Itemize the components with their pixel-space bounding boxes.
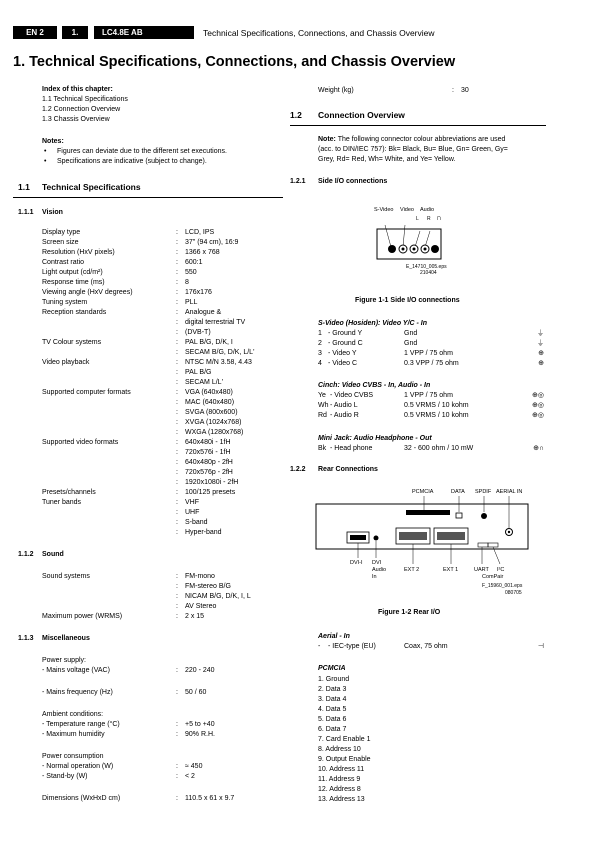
spec-value: SECAM B/G, D/K, L/L' [185, 349, 255, 356]
headphone-icon: ∩ [436, 213, 442, 222]
notes-item: Figures can deviate due to the different set executions. [57, 148, 227, 155]
pin-description: - Audio L [330, 402, 358, 409]
spec-label: - Stand-by (W) [42, 773, 88, 780]
pin-row [318, 444, 544, 454]
weight-value: 30 [461, 87, 469, 94]
spec-value: 220 - 240 [185, 667, 215, 674]
spec-colon: : [176, 369, 178, 376]
pin-type-icon: ⊕◎ [532, 392, 544, 399]
pin-signal: 0.3 VPP / 75 ohm [404, 360, 459, 367]
spec-row [42, 602, 282, 612]
spec-row [42, 428, 282, 438]
spec-label: TV Colour systems [42, 339, 102, 346]
spec-colon: : [176, 509, 178, 516]
spec-value: < 2 [185, 773, 195, 780]
subsection-number: 1.2.2 [290, 466, 306, 473]
spec-row [42, 408, 282, 418]
note-text: Grey, Rd= Red, Wh= White, and Ye= Yellow. [318, 156, 456, 163]
index-item: 1.2 Connection Overview [42, 106, 121, 113]
spec-colon: : [176, 459, 178, 466]
spec-value: NTSC M/N 3.58, 4.43 [185, 359, 252, 366]
section-number: 1.2 [290, 110, 302, 120]
spec-label: - Temperature range (°C) [42, 721, 120, 728]
spec-colon: : [176, 419, 178, 426]
spec-row [42, 478, 282, 488]
svideo-title: S-Video (Hosiden): Video Y/C - In [318, 320, 428, 327]
side-io-figure [372, 207, 472, 283]
spec-row [42, 388, 282, 398]
spec-value: 100/125 presets [185, 489, 236, 496]
spec-label: Supported video formats [42, 439, 119, 446]
spec-value: VGA (640x480) [185, 389, 233, 396]
minijack-title: Mini Jack: Audio Headphone - Out [318, 435, 432, 442]
spec-colon: : [176, 489, 178, 496]
pcmcia-pin: 12. Address 8 [318, 786, 361, 793]
section-rule [13, 197, 283, 198]
note-text: (acc. to DIN/IEC 757): Bk= Black, Bu= Blue, Gn= Green, Gy= [318, 146, 508, 153]
spec-colon: : [176, 399, 178, 406]
spec-label: Contrast ratio [42, 259, 85, 266]
spec-label: Power consumption [42, 753, 104, 760]
pin-signal: 0.5 VRMS / 10 kohm [404, 402, 469, 409]
pin-row [318, 359, 544, 369]
spec-label: - Normal operation (W) [42, 763, 114, 770]
spec-label: Tuning system [42, 299, 88, 306]
spec-row [42, 448, 282, 458]
spec-colon: : [176, 603, 178, 610]
pin-type-icon: ⊕◎ [532, 412, 544, 419]
spec-row [42, 508, 282, 518]
pin-number: 2 [318, 340, 322, 347]
spec-row [42, 378, 282, 388]
pin-type-icon: ⊕ [538, 360, 544, 367]
spec-row [42, 278, 282, 288]
index-item: 1.1 Technical Specifications [42, 96, 128, 103]
pin-row [318, 401, 544, 411]
spec-colon: : [176, 449, 178, 456]
pin-row [318, 349, 544, 359]
pin-number: Wh [318, 402, 329, 409]
spec-value: 640x480i - 1fH [185, 439, 231, 446]
spec-row [42, 752, 282, 762]
index-item: 1.3 Chassis Overview [42, 116, 110, 123]
connector-note [318, 135, 548, 165]
spec-row [42, 318, 282, 328]
pin-description: - Video C [328, 360, 358, 367]
audio-l-label: L [416, 216, 419, 222]
spec-row [42, 228, 282, 238]
spec-label: Power supply: [42, 657, 86, 664]
spec-label: Screen size [42, 239, 79, 246]
spec-row [42, 666, 282, 676]
spec-colon: : [176, 329, 178, 336]
chapter-title: 1. Technical Specifications, Connections, and Chassis Overview [13, 54, 456, 70]
spec-row [42, 710, 282, 720]
spec-row [42, 518, 282, 528]
audio-label: Audio [420, 207, 435, 213]
header-lang: EN 2 [13, 26, 57, 39]
spec-value: 2 x 15 [185, 613, 205, 620]
spec-colon: : [176, 583, 178, 590]
spec-row [42, 348, 282, 358]
spec-colon: : [176, 279, 178, 286]
pin-type-icon: ⏚ [537, 330, 544, 337]
spec-colon: : [176, 519, 178, 526]
pin-description: - Ground C [328, 340, 363, 347]
subsection-number: 1.1.1 [18, 209, 34, 216]
spec-row [42, 288, 282, 298]
pin-description: - Video CVBS [330, 392, 374, 399]
spec-colon: : [176, 319, 178, 326]
spec-value: PAL B/G, D/K, I [185, 339, 233, 346]
spec-colon: : [176, 359, 178, 366]
svideo-label: S-Video [374, 207, 394, 213]
pcmcia-label: PCMCIA [412, 489, 434, 495]
index-heading: Index of this chapter: [42, 86, 113, 93]
spec-row [42, 468, 282, 478]
aerial-row: - - IEC-type (EU) Coax, 75 ohm ⊣ [318, 643, 544, 650]
spec-colon: : [176, 429, 178, 436]
spec-row [42, 656, 282, 666]
pin-description: - Audio R [330, 412, 359, 419]
spec-label: Supported computer formats [42, 389, 131, 396]
spec-value: WXGA (1280x768) [185, 429, 244, 436]
spec-row [42, 368, 282, 378]
pin-signal: Gnd [404, 330, 418, 337]
rear-io-panel [310, 488, 546, 568]
subsection-title: Miscellaneous [42, 635, 90, 642]
spec-value: SECAM L/L' [185, 379, 223, 386]
spec-colon: : [176, 613, 178, 620]
pin-description: - Ground Y [328, 330, 363, 337]
subsection-number: 1.1.3 [18, 635, 34, 642]
spec-colon: : [176, 229, 178, 236]
figure-ref: E_14710_005.eps [406, 264, 447, 270]
spec-value: 720x576p - 2fH [185, 469, 233, 476]
spec-label: Tuner bands [42, 499, 82, 506]
aerial-connector-icon: ⊣ [537, 643, 544, 650]
spec-value: 720x576i - 1fH [185, 449, 231, 456]
spec-row [42, 720, 282, 730]
pcmcia-pin: 4. Data 5 [318, 706, 347, 713]
spec-colon: : [176, 721, 178, 728]
section-title: Connection Overview [318, 110, 405, 120]
spec-row [42, 772, 282, 782]
header-chapter-number: 1. [62, 26, 88, 39]
spec-value: 600:1 [185, 259, 203, 266]
pcmcia-pin: 6. Data 7 [318, 726, 347, 733]
spec-row [42, 688, 282, 698]
pcmcia-pin: 13. Address 13 [318, 796, 365, 803]
spec-label: Maximum power (WRMS) [42, 613, 123, 620]
subsection-title: Sound [42, 551, 64, 558]
spec-value: 8 [185, 279, 189, 286]
spec-value: 176x176 [185, 289, 212, 296]
spec-value: NICAM B/G, D/K, I, L [185, 593, 251, 600]
spec-label: - Maximum humidity [42, 731, 105, 738]
figure-ref-date: 210404 [420, 270, 437, 276]
spec-row [42, 528, 282, 538]
spec-value: 550 [185, 269, 197, 276]
spec-value: (DVB-T) [185, 329, 211, 336]
pin-signal: 0.5 VRMS / 10 kohm [404, 412, 469, 419]
spec-row [42, 398, 282, 408]
spec-label: Resolution (HxV pixels) [42, 249, 115, 256]
spec-colon: : [176, 239, 178, 246]
dvi-i-label: DVI-I [350, 560, 363, 566]
spec-colon: : [176, 763, 178, 770]
spec-value: 640x480p - 2fH [185, 459, 233, 466]
spec-row [42, 762, 282, 772]
spec-colon: : [176, 573, 178, 580]
spec-colon: : [176, 259, 178, 266]
aerial-in-label: AERIAL IN [496, 489, 523, 495]
spec-colon: : [176, 289, 178, 296]
pin-row [318, 391, 544, 401]
spec-row [42, 612, 282, 622]
spec-value: 90% R.H. [185, 731, 215, 738]
i2c-label: I²C [497, 567, 505, 573]
pin-number: Rd [318, 412, 327, 419]
spec-row [42, 582, 282, 592]
subsection-title: Vision [42, 209, 63, 216]
spec-value: LCD, IPS [185, 229, 215, 236]
spec-colon: : [176, 689, 178, 696]
pin-type-icon: ⏚ [537, 340, 544, 347]
pin-number: 3 [318, 350, 322, 357]
pcmcia-pin: 10. Address 11 [318, 766, 365, 773]
spec-colon: : [176, 249, 178, 256]
spec-row [42, 308, 282, 318]
pin-signal: 1 VPP / 75 ohm [404, 350, 453, 357]
spec-label: Viewing angle (HxV degrees) [42, 289, 133, 296]
spec-value: FM-stereo B/G [185, 583, 231, 590]
spec-label: Dimensions (WxHxD cm) [42, 795, 121, 802]
spec-label: Video playback [42, 359, 90, 366]
notes-item: Specifications are indicative (subject to change). [57, 158, 207, 165]
figure-caption: Figure 1-2 Rear I/O [378, 609, 441, 616]
rear-io-figure [310, 488, 546, 600]
spec-label: Display type [42, 229, 81, 236]
pin-row [318, 411, 544, 421]
spec-label: Ambient conditions: [42, 711, 104, 718]
pin-row [318, 329, 544, 339]
spec-row [42, 458, 282, 468]
pcmcia-pin: 11. Address 9 [318, 776, 361, 783]
spec-value: 110.5 x 61 x 9.7 [185, 795, 235, 802]
pin-number: Ye [318, 392, 326, 399]
data-label: DATA [451, 489, 465, 495]
notes-heading: Notes: [42, 138, 64, 145]
pcmcia-title: PCMCIA [318, 665, 346, 672]
spec-row [42, 238, 282, 248]
spec-colon: : [176, 529, 178, 536]
spec-colon: : [176, 773, 178, 780]
pin-description: - Video Y [328, 350, 357, 357]
spec-colon: : [176, 593, 178, 600]
spec-value: SVGA (800x600) [185, 409, 238, 416]
spec-value: PAL B/G [185, 369, 212, 376]
pin-type-icon: ⊕ [538, 350, 544, 357]
spec-value: 1920x1080i - 2fH [185, 479, 239, 486]
spec-row [42, 268, 282, 278]
spec-colon: : [176, 409, 178, 416]
aerial-title: Aerial - In [318, 633, 350, 640]
pin-type-icon: ⊕◎ [532, 402, 544, 409]
spec-colon: : [176, 499, 178, 506]
header-title: Technical Specifications, Connections, and Chassis Overview [203, 28, 435, 38]
figure-ref-date: 080705 [505, 590, 522, 596]
spec-value: MAC (640x480) [185, 399, 235, 406]
uart-label: UART [474, 567, 489, 573]
spec-colon: : [176, 479, 178, 486]
spec-colon: : [176, 269, 178, 276]
spec-colon: : [176, 309, 178, 316]
spec-colon: : [176, 469, 178, 476]
spec-row [42, 488, 282, 498]
pcmcia-pin: 3. Data 4 [318, 696, 347, 703]
pin-signal: 32 - 600 ohm / 10 mW [404, 445, 474, 452]
header-model: LC4.8E AB [94, 26, 194, 39]
spec-colon: : [176, 299, 178, 306]
subsection-number: 1.2.1 [290, 178, 306, 185]
spec-label: - Mains voltage (VAC) [42, 667, 110, 674]
spec-value: Analogue & [185, 309, 222, 316]
audio-r-label: R [427, 216, 431, 222]
weight-colon: : [452, 87, 454, 94]
figure-ref: F_15960_001.eps [482, 583, 523, 589]
pin-description: - Head phone [330, 445, 373, 452]
spec-row [42, 258, 282, 268]
spec-row [42, 794, 282, 804]
cinch-title: Cinch: Video CVBS - In, Audio - In [318, 382, 431, 389]
spec-row [42, 572, 282, 582]
side-io-panel [372, 225, 452, 263]
notes-bullet: • [44, 148, 47, 155]
spec-colon: : [176, 439, 178, 446]
pcmcia-pin: 7. Card Enable 1 [318, 736, 371, 743]
subsection-title: Rear Connections [318, 466, 378, 473]
spec-colon: : [176, 349, 178, 356]
subsection-number: 1.1.2 [18, 551, 34, 558]
spec-colon: : [176, 667, 178, 674]
spec-colon: : [176, 339, 178, 346]
pin-number: Bk [318, 445, 327, 452]
pcmcia-pin: 1. Ground [318, 676, 350, 683]
spec-row [42, 328, 282, 338]
spec-label: Response time (ms) [42, 279, 105, 286]
figure-caption: Figure 1-1 Side I/O connections [355, 297, 460, 304]
spec-label: Presets/channels [42, 489, 96, 496]
pcmcia-pin: 5. Data 6 [318, 716, 347, 723]
spec-row [42, 592, 282, 602]
spec-colon: : [176, 389, 178, 396]
spec-value: UHF [185, 509, 200, 516]
spec-value: 37" (94 cm), 16:9 [185, 239, 239, 246]
spec-colon: : [176, 731, 178, 738]
spec-value: digital terrestrial TV [185, 319, 246, 326]
spec-value: ≈ 450 [185, 763, 203, 770]
section-number: 1.1 [18, 182, 30, 192]
spec-label: - Mains frequency (Hz) [42, 689, 113, 696]
pcmcia-pin: 2. Data 3 [318, 686, 347, 693]
spec-colon: : [176, 795, 178, 802]
note-text: The following connector colour abbreviations are used [337, 136, 506, 143]
subsection-title: Side I/O connections [318, 178, 388, 185]
notes-bullet: • [44, 158, 47, 165]
ext2-label: EXT 2 [404, 567, 420, 573]
pin-type-icon: ⊕∩ [533, 445, 544, 452]
pin-row [318, 339, 544, 349]
pin-signal: Gnd [404, 340, 418, 347]
spec-value: AV Stereo [185, 603, 217, 610]
video-label: Video [400, 207, 414, 213]
pin-number: 1 [318, 330, 322, 337]
note-label: Note: [318, 136, 336, 143]
spec-label: Reception standards [42, 309, 107, 316]
spec-value: 1366 x 768 [185, 249, 220, 256]
spec-value: S-band [185, 519, 208, 526]
spec-row [42, 358, 282, 368]
pin-signal: 1 VPP / 75 ohm [404, 392, 453, 399]
spec-row [42, 298, 282, 308]
spec-row [42, 438, 282, 448]
spec-value: +5 to +40 [185, 721, 215, 728]
spec-value: FM-mono [185, 573, 215, 580]
spec-value: VHF [185, 499, 199, 506]
spec-row [42, 418, 282, 428]
spec-value: XVGA (1024x768) [185, 419, 242, 426]
spec-row [42, 498, 282, 508]
spdif-label: SPDIF [475, 489, 492, 495]
spec-value: Hyper-band [185, 529, 222, 536]
section-rule [290, 125, 546, 126]
spec-value: PLL [185, 299, 198, 306]
compair-label: ComPair [482, 574, 504, 580]
pcmcia-pin: 8. Address 10 [318, 746, 361, 753]
section-title: Technical Specifications [42, 182, 141, 192]
ext1-label: EXT 1 [443, 567, 459, 573]
weight-label: Weight (kg) [318, 87, 354, 94]
spec-label: Light output (cd/m²) [42, 269, 103, 276]
spec-colon: : [176, 379, 178, 386]
spec-label: Sound systems [42, 573, 90, 580]
dvi-audio-in-label: DVI Audio In [372, 560, 387, 580]
pcmcia-pin: 9. Output Enable [318, 756, 371, 763]
spec-row [42, 248, 282, 258]
spec-row [42, 338, 282, 348]
spec-row [42, 730, 282, 740]
pin-number: 4 [318, 360, 322, 367]
spec-value: 50 / 60 [185, 689, 207, 696]
